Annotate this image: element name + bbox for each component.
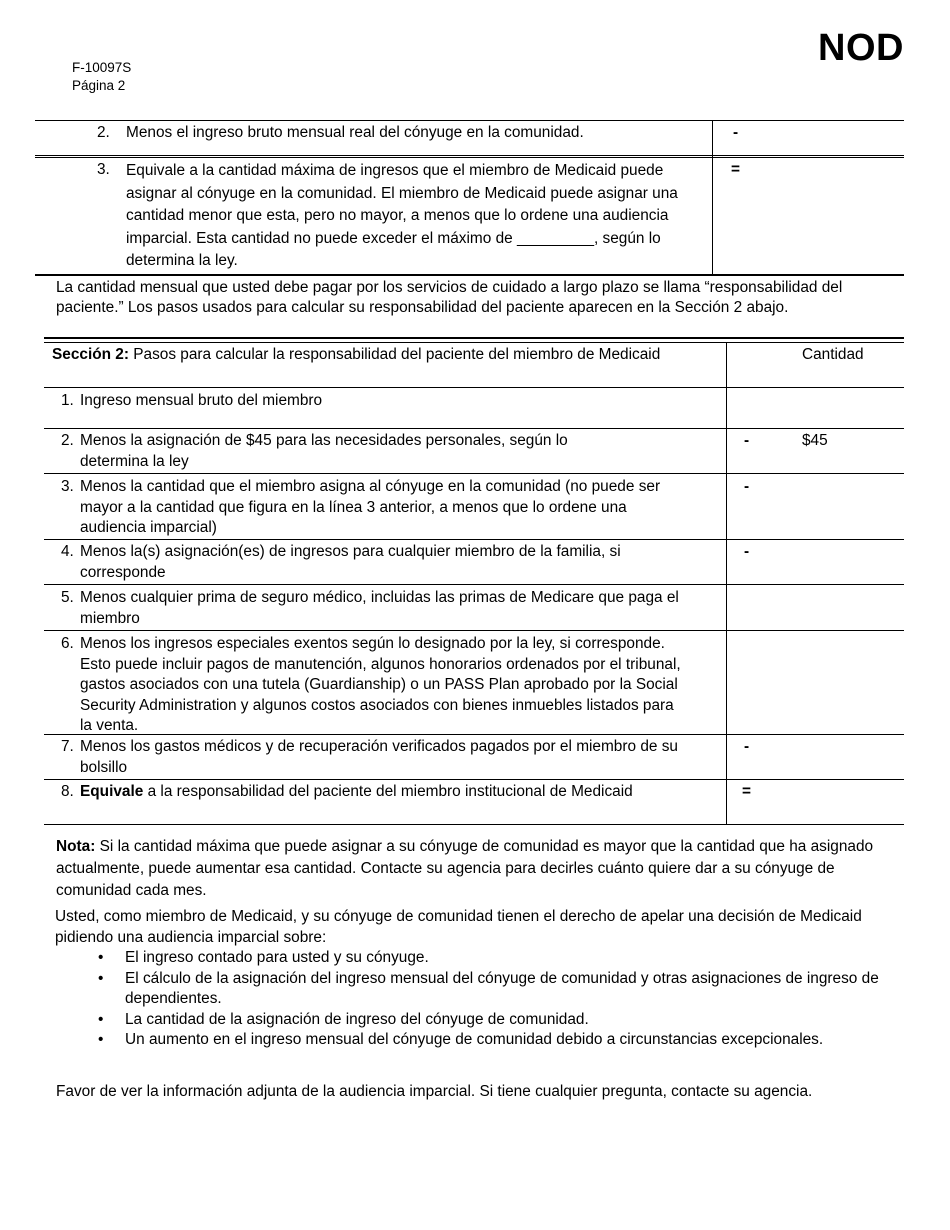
intro-paragraph: La cantidad mensual que usted debe pagar por los servicios de cuidado a largo plazo se llama “responsabilidad del paciente.” Los pasos usados para calcular su responsabilidad del paciente aparecen en la Sección 2 abajo.	[56, 279, 843, 316]
row-text: Equivale a la cantidad máxima de ingresos que el miembro de Medicaid puede asignar al cónyuge en la comunidad. El miembro de Medicaid puede asignar una cantidad menor que esta, pero no mayor, a menos que lo ordene una audiencia imparcial. Esta cantidad no puede exceder el máximo de _________, según lo determina la ley.	[126, 162, 678, 269]
row-text-bold: Equivale	[80, 783, 144, 800]
row-text: Menos el ingreso bruto mensual real del cónyuge en la comunidad.	[126, 124, 584, 141]
row-text: Menos cualquier prima de seguro médico, incluidas las primas de Medicare que paga el miembro	[80, 589, 679, 627]
row-text: Menos la asignación de $45 para las necesidades personales, según lo determina la ley	[80, 432, 568, 470]
row-text: Menos los ingresos especiales exentos según lo designado por la ley, si corresponde. Esto puede incluir pagos de manutención, algunos honorarios ordenados por el tribunal, gastos asociados con una tutela (Guardianship) o un PASS Plan aprobado por la Social Security Administration y algunos costos asociados con bienes inmuebles listados para la venta.	[80, 635, 681, 734]
row-number: 3.	[61, 478, 74, 495]
note-text: Si la cantidad máxima que puede asignar a su cónyuge de comunidad es mayor que la cantidad que ha asignado actualmente, puede aumentar esa cantidad. Contacte su agencia para decirles cuánto quiere dar a su cónyuge de comunidad cada mes.	[56, 838, 874, 899]
equals-sign: =	[731, 161, 740, 178]
rule	[44, 342, 904, 343]
rule	[44, 539, 904, 540]
row-number: 2.	[97, 124, 110, 141]
rule	[44, 584, 904, 585]
section2-title-text: Pasos para calcular la responsabilidad del paciente del miembro de Medicaid	[128, 346, 661, 363]
rule	[35, 274, 904, 276]
form-id: F-10097S	[72, 60, 132, 75]
column-divider	[726, 342, 727, 824]
rule	[44, 824, 904, 825]
bullet-item: • Un aumento en el ingreso mensual del cónyuge de comunidad debido a circunstancias excepcionales.	[55, 1030, 895, 1051]
minus-sign: -	[733, 124, 739, 141]
note-label: Nota:	[56, 838, 96, 855]
column-divider	[712, 120, 713, 274]
rule	[44, 387, 904, 388]
row-text: Menos la cantidad que el miembro asigna al cónyuge en la comunidad (no puede ser mayor a la cantidad que figura en la línea 3 anterior, a menos que lo ordene una audiencia imparcial)	[80, 478, 661, 536]
closing-paragraph: Favor de ver la información adjunta de la audiencia imparcial. Si tiene cualquier pregunta, contacte su agencia.	[56, 1083, 813, 1100]
row-number: 2.	[61, 432, 74, 449]
document-code: NOD	[818, 27, 904, 69]
rule	[35, 155, 904, 156]
rule	[44, 428, 904, 429]
minus-sign: -	[744, 432, 750, 449]
rule	[35, 157, 904, 158]
appeal-intro: Usted, como miembro de Medicaid, y su cónyuge de comunidad tienen el derecho de apelar una decisión de Medicaid pidiendo una audiencia imparcial sobre:	[55, 908, 862, 946]
rule	[44, 337, 904, 339]
bullet-item: • La cantidad de la asignación de ingreso del cónyuge de comunidad.	[55, 1010, 895, 1031]
row-text: Menos la(s) asignación(es) de ingresos para cualquier miembro de la familia, si corresponde	[80, 543, 621, 581]
minus-sign: -	[744, 478, 750, 495]
row-number: 6.	[61, 635, 74, 652]
row-number: 8.	[61, 783, 74, 800]
amount-column-header: Cantidad	[802, 346, 864, 363]
note-paragraph	[56, 836, 886, 902]
page-number: Página 2	[72, 78, 126, 93]
bullet-item: • El ingreso contado para usted y su cónyuge.	[55, 948, 895, 969]
rule	[44, 630, 904, 631]
rule	[35, 120, 904, 121]
row-text: Ingreso mensual bruto del miembro	[80, 392, 323, 409]
section2-title	[52, 345, 692, 366]
row-number: 3.	[97, 161, 110, 178]
row-text: Menos los gastos médicos y de recuperación verificados pagados por el miembro de su bolsillo	[80, 738, 678, 776]
row-number: 4.	[61, 543, 74, 560]
row-text	[80, 782, 640, 803]
amount-value: $45	[802, 432, 828, 449]
row-number: 1.	[61, 392, 74, 409]
row-number: 7.	[61, 738, 74, 755]
bullet-item: • El cálculo de la asignación del ingreso mensual del cónyuge de comunidad y otras asignaciones de ingreso de dependientes.	[55, 969, 895, 1010]
section2-label: Sección 2:	[52, 346, 129, 363]
minus-sign: -	[744, 543, 750, 560]
rule	[44, 779, 904, 780]
appeal-bullet-list	[55, 948, 895, 1051]
row-text-rest: a la responsabilidad del paciente del miembro institucional de Medicaid	[143, 783, 633, 800]
rule	[44, 473, 904, 474]
equals-sign: =	[742, 783, 751, 800]
minus-sign: -	[744, 738, 750, 755]
row-number: 5.	[61, 589, 74, 606]
